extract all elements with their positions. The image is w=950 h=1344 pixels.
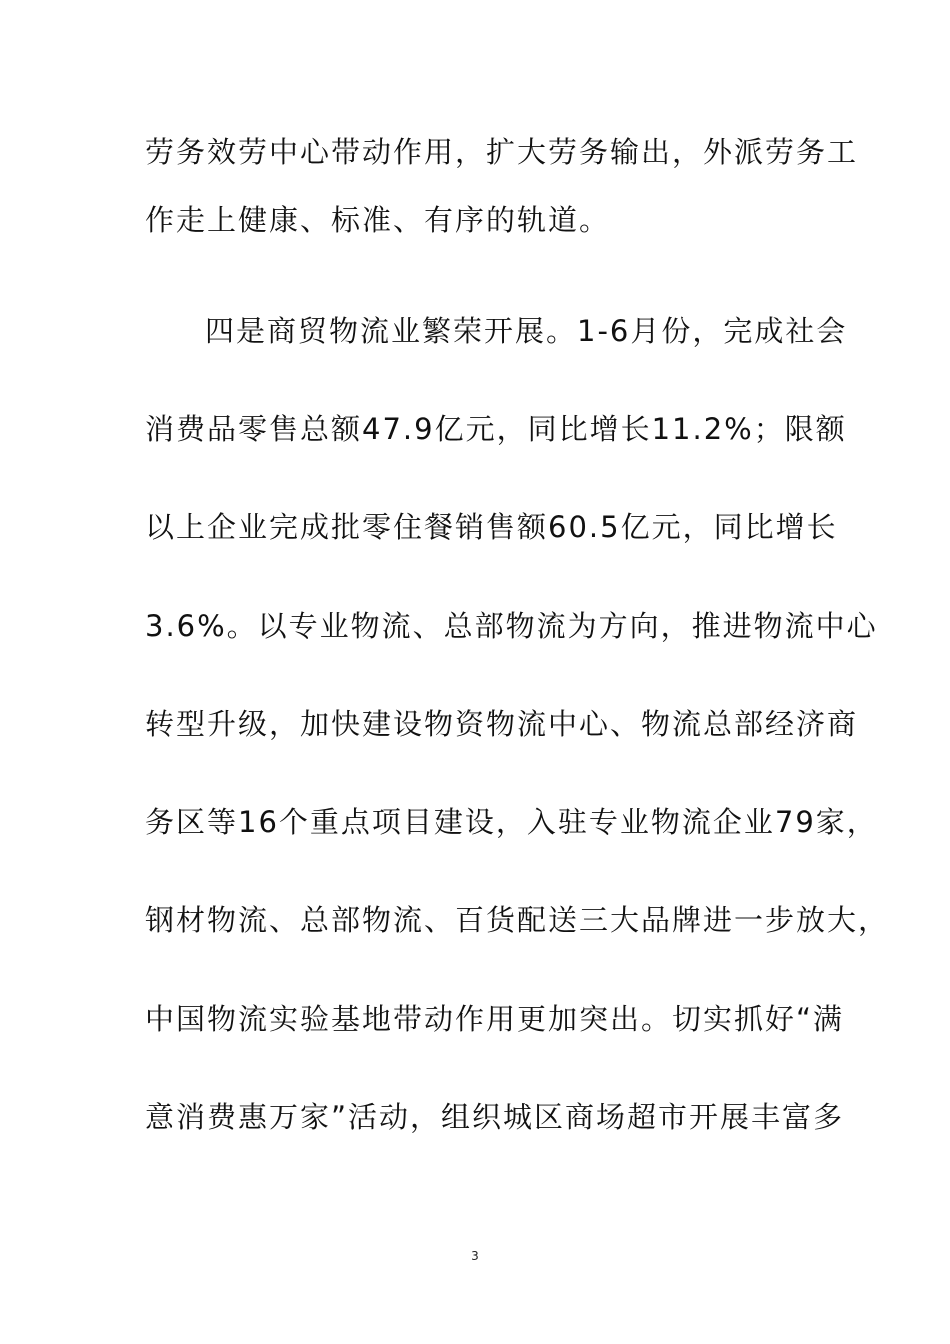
text-line-2: 作走上健康、标准、有序的轨道。 <box>145 203 611 237</box>
page-number: 3 <box>471 1249 479 1263</box>
text-line-9: 钢材物流、总部物流、百货配送三大品牌进一步放大， <box>145 903 890 937</box>
paragraph-start-line: 四是商贸物流业繁荣开展。1-6月份，完成社会 <box>205 314 848 348</box>
text-line-4: 消费品零售总额47.9亿元，同比增长11.2%；限额 <box>145 412 847 446</box>
text-line-7: 转型升级，加快建设物资物流中心、物流总部经济商 <box>145 707 859 741</box>
text-line-8: 务区等16个重点项目建设，入驻专业物流企业79家， <box>145 805 878 839</box>
text-line-11: 意消费惠万家”活动，组织城区商场超市开展丰富多 <box>145 1100 845 1134</box>
text-line-6: 3.6%。以专业物流、总部物流为方向，推进物流中心 <box>145 609 878 643</box>
text-line-1: 劳务效劳中心带动作用，扩大劳务输出，外派劳务工 <box>145 135 859 169</box>
text-line-10: 中国物流实验基地带动作用更加突出。切实抓好“满 <box>145 1002 845 1036</box>
text-line-5: 以上企业完成批零住餐销售额60.5亿元，同比增长 <box>145 510 838 544</box>
